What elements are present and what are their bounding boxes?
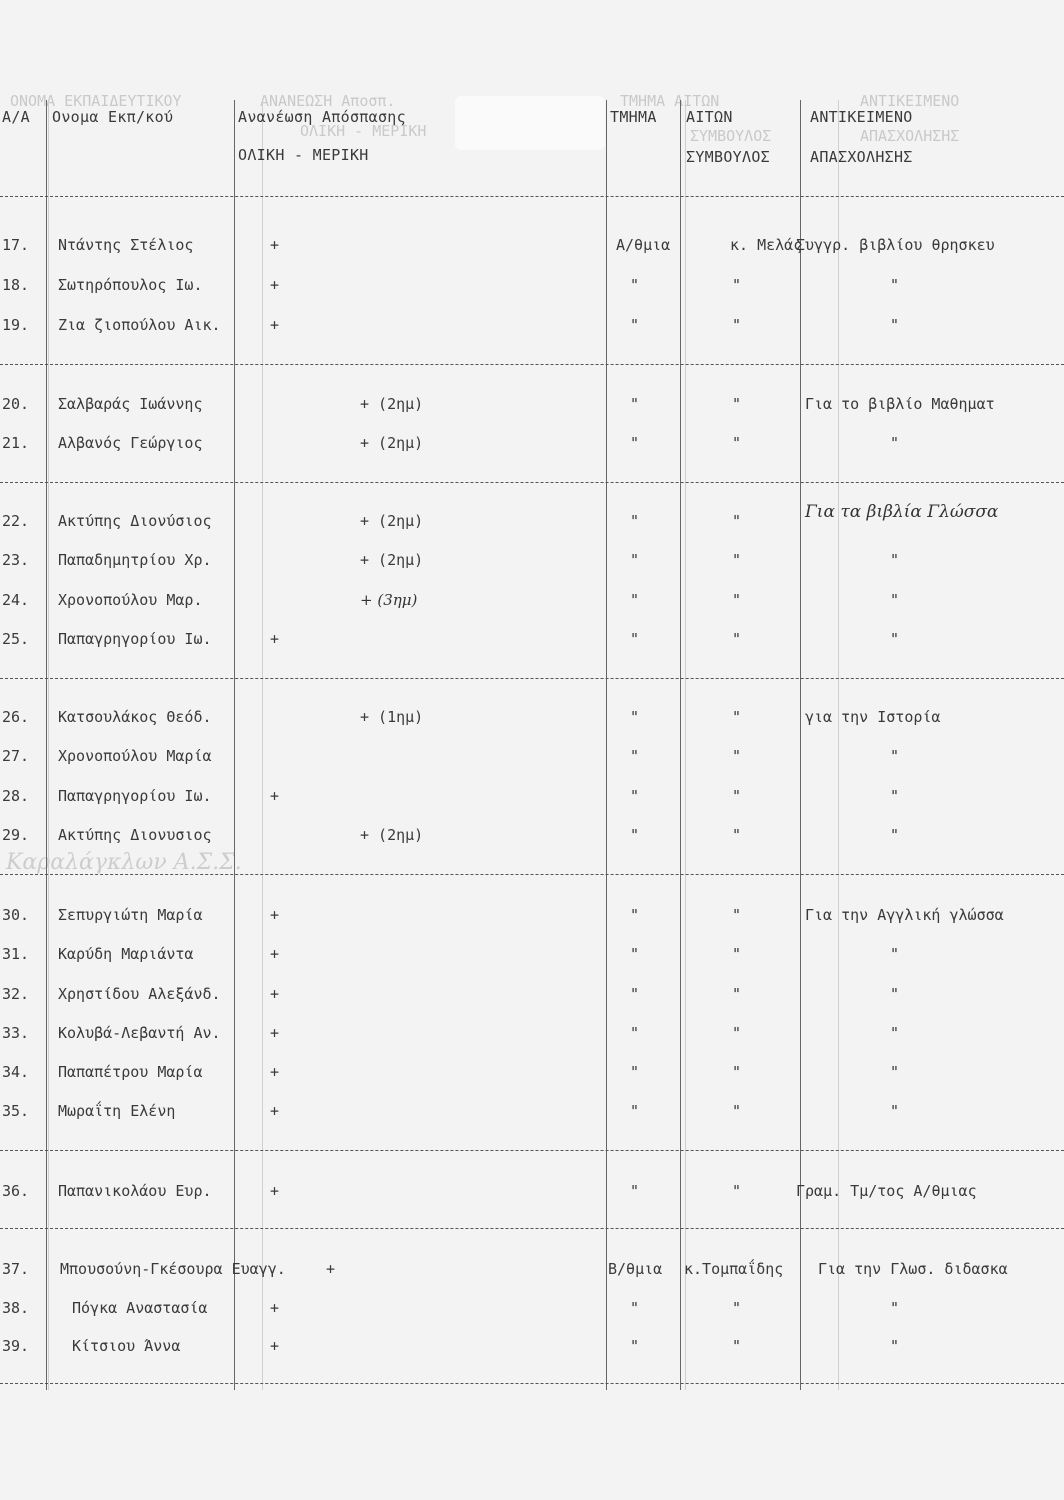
row-number: 30. bbox=[2, 906, 30, 924]
full-renewal-mark: + bbox=[270, 945, 280, 963]
bleed-through-text: ΑΝΤΙΚΕΙΜΕΝΟ bbox=[860, 92, 960, 110]
department: " bbox=[630, 551, 640, 569]
table-row bbox=[0, 434, 1064, 458]
row-number: 31. bbox=[2, 945, 30, 963]
employment-subject: " bbox=[890, 747, 900, 765]
full-renewal-mark: + bbox=[270, 906, 280, 924]
teacher-name: Σεπυργιώτη Μαρία bbox=[58, 906, 203, 924]
bleed-through-text: ΟΛΙΚΗ - ΜΕΡΙΚΗ bbox=[300, 122, 427, 140]
department: " bbox=[630, 1024, 640, 1042]
department: " bbox=[630, 826, 640, 844]
table-row bbox=[0, 591, 1064, 615]
full-renewal-mark: + bbox=[270, 1102, 280, 1120]
table-row bbox=[0, 1024, 1064, 1048]
advisor: " bbox=[732, 906, 742, 924]
advisor: " bbox=[732, 747, 742, 765]
dashed-separator bbox=[0, 874, 1064, 875]
row-number: 38. bbox=[2, 1299, 30, 1317]
teacher-name: Κίτσιου Άννα bbox=[72, 1337, 181, 1355]
advisor: " bbox=[732, 985, 742, 1003]
full-renewal-mark: + bbox=[270, 1337, 280, 1355]
partial-renewal-mark: + (2ημ) bbox=[360, 512, 424, 530]
teacher-name: Αλβανός Γεώργιος bbox=[58, 434, 203, 452]
table-row bbox=[0, 787, 1064, 811]
bleed-through-text: ΟΝΟΜΑ ΕΚΠΑΙΔΕΥΤΙΚΟΥ bbox=[10, 92, 182, 110]
employment-subject: " bbox=[890, 591, 900, 609]
employment-subject: Για το βιβλίο Μαθηματ bbox=[805, 395, 995, 413]
header-aa: Α/Α bbox=[2, 108, 30, 126]
row-number: 34. bbox=[2, 1063, 30, 1081]
department: " bbox=[630, 630, 640, 648]
employment-subject: για την Ιστορία bbox=[805, 708, 941, 726]
partial-renewal-mark: + (2ημ) bbox=[360, 826, 424, 844]
row-number: 22. bbox=[2, 512, 30, 530]
advisor: " bbox=[732, 1024, 742, 1042]
dashed-separator bbox=[0, 196, 1064, 197]
row-number: 35. bbox=[2, 1102, 30, 1120]
table-row bbox=[0, 747, 1064, 771]
full-renewal-mark: + bbox=[270, 1024, 280, 1042]
teacher-name: Σαλβαράς Ιωάννης bbox=[58, 395, 203, 413]
department: " bbox=[630, 787, 640, 805]
department: " bbox=[630, 276, 640, 294]
full-renewal-mark: + bbox=[270, 276, 280, 294]
advisor: " bbox=[732, 708, 742, 726]
full-renewal-mark: + bbox=[270, 630, 280, 648]
advisor: " bbox=[732, 395, 742, 413]
advisor: " bbox=[732, 826, 742, 844]
teacher-name: Καρύδη Μαριάντα bbox=[58, 945, 194, 963]
department: " bbox=[630, 434, 640, 452]
department: Α/θμια bbox=[616, 236, 671, 254]
row-number: 19. bbox=[2, 316, 30, 334]
dashed-separator bbox=[0, 678, 1064, 679]
employment-subject: " bbox=[890, 316, 900, 334]
full-renewal-mark: + bbox=[270, 1182, 280, 1200]
dashed-separator bbox=[0, 364, 1064, 365]
advisor: " bbox=[732, 1063, 742, 1081]
employment-subject: " bbox=[890, 630, 900, 648]
department: " bbox=[630, 591, 640, 609]
partial-renewal-mark: + (2ημ) bbox=[360, 395, 424, 413]
partial-renewal-mark: + (1ημ) bbox=[360, 708, 424, 726]
correction-smudge bbox=[455, 96, 605, 150]
full-renewal-mark: + bbox=[270, 1063, 280, 1081]
header-advisor: ΑΙΤΩΝ bbox=[686, 108, 733, 126]
bleed-through-handwriting: Καραλάγκλων Α.Σ.Σ. bbox=[6, 850, 242, 875]
header-object-sub: ΑΠΑΣΧΟΛΗΣΗΣ bbox=[810, 148, 913, 166]
department: " bbox=[630, 395, 640, 413]
department: " bbox=[630, 1182, 640, 1200]
employment-subject: " bbox=[890, 1299, 900, 1317]
teacher-name: Παπανικολάου Ευρ. bbox=[58, 1182, 212, 1200]
department: " bbox=[630, 985, 640, 1003]
table-row bbox=[0, 708, 1064, 732]
full-renewal-mark: + bbox=[270, 985, 280, 1003]
advisor: " bbox=[732, 276, 742, 294]
teacher-name: Χρηστίδου Αλεξάνδ. bbox=[58, 985, 221, 1003]
dashed-separator bbox=[0, 1228, 1064, 1229]
full-renewal-mark: + bbox=[270, 316, 280, 334]
department: " bbox=[630, 1299, 640, 1317]
teacher-name: Ζια ζιοπούλου Αικ. bbox=[58, 316, 221, 334]
table-row bbox=[0, 1337, 1064, 1361]
table-row bbox=[0, 395, 1064, 419]
employment-subject: Συγγρ. βιβλίου θρησκευ bbox=[796, 236, 995, 254]
row-number: 24. bbox=[2, 591, 30, 609]
table-row bbox=[0, 945, 1064, 969]
department: Β/θμια bbox=[608, 1260, 663, 1278]
header-advisor-sub: ΣΥΜΒΟΥΛΟΣ bbox=[686, 148, 770, 166]
employment-subject: " bbox=[890, 434, 900, 452]
row-number: 33. bbox=[2, 1024, 30, 1042]
partial-renewal-mark: + (2ημ) bbox=[360, 551, 424, 569]
department: " bbox=[630, 708, 640, 726]
header-renewal-sub: ΟΛΙΚΗ - ΜΕΡΙΚΗ bbox=[238, 146, 369, 164]
employment-subject: " bbox=[890, 985, 900, 1003]
advisor: κ.Τομπαΐδης bbox=[684, 1260, 784, 1278]
employment-subject: " bbox=[890, 1337, 900, 1355]
advisor: " bbox=[732, 591, 742, 609]
header-renewal: Ανανέωση Απόσπασης bbox=[238, 108, 406, 126]
header-name: Ονομα Εκπ/κού bbox=[52, 108, 174, 126]
department: " bbox=[630, 906, 640, 924]
department: " bbox=[630, 1102, 640, 1120]
row-number: 32. bbox=[2, 985, 30, 1003]
row-number: 21. bbox=[2, 434, 30, 452]
advisor: " bbox=[732, 1299, 742, 1317]
row-number: 39. bbox=[2, 1337, 30, 1355]
table-row bbox=[0, 1299, 1064, 1323]
teacher-name: Κατσουλάκος Θεόδ. bbox=[58, 708, 212, 726]
advisor: " bbox=[732, 551, 742, 569]
full-renewal-mark: + bbox=[270, 1299, 280, 1317]
department: " bbox=[630, 512, 640, 530]
employment-subject: " bbox=[890, 551, 900, 569]
row-number: 28. bbox=[2, 787, 30, 805]
teacher-name: Κολυβά-Λεβαντή Αν. bbox=[58, 1024, 221, 1042]
employment-subject: Για την Αγγλική γλώσσα bbox=[805, 906, 1004, 924]
employment-subject: " bbox=[890, 945, 900, 963]
teacher-name: Ακτύπης Διονυσιος bbox=[58, 826, 212, 844]
employment-subject: " bbox=[890, 826, 900, 844]
advisor: " bbox=[732, 512, 742, 530]
row-number: 23. bbox=[2, 551, 30, 569]
advisor: " bbox=[732, 1102, 742, 1120]
table-row bbox=[0, 906, 1064, 930]
table-row bbox=[0, 985, 1064, 1009]
full-renewal-mark: + bbox=[326, 1260, 336, 1278]
table-row bbox=[0, 630, 1064, 654]
department: " bbox=[630, 945, 640, 963]
advisor: " bbox=[732, 316, 742, 334]
table-row bbox=[0, 1102, 1064, 1126]
teacher-name: Χρονοπούλου Μαρία bbox=[58, 747, 212, 765]
row-number: 37. bbox=[2, 1260, 30, 1278]
row-number: 27. bbox=[2, 747, 30, 765]
header-object: ΑΝΤΙΚΕΙΜΕΝΟ bbox=[810, 108, 913, 126]
table-row bbox=[0, 551, 1064, 575]
teacher-name: Πόγκα Αναστασία bbox=[72, 1299, 208, 1317]
teacher-name: Μωραΐτη Ελένη bbox=[58, 1102, 176, 1120]
dashed-separator bbox=[0, 482, 1064, 483]
teacher-name: Παπαδημητρίου Χρ. bbox=[58, 551, 212, 569]
teacher-name: Σωτηρόπουλος Ιω. bbox=[58, 276, 203, 294]
bleed-through-text: ΑΠΑΣΧΟΛΗΣΗΣ bbox=[860, 127, 960, 145]
bleed-through-text: ΣΥΜΒΟΥΛΟΣ bbox=[690, 127, 772, 145]
employment-subject: Γραμ. Τμ/τος Α/θμιας bbox=[796, 1182, 977, 1200]
partial-renewal-mark: + (2ημ) bbox=[360, 434, 424, 452]
partial-renewal-mark: + (3ημ) bbox=[360, 591, 418, 609]
employment-subject: " bbox=[890, 1063, 900, 1081]
dashed-separator bbox=[0, 1383, 1064, 1384]
employment-subject: Για την Γλωσ. διδασκα bbox=[818, 1260, 1008, 1278]
table-row bbox=[0, 1260, 1064, 1284]
full-renewal-mark: + bbox=[270, 236, 280, 254]
dashed-separator bbox=[0, 1150, 1064, 1151]
bleed-through-text: ΤΜΗΜΑ ΑΙΤΩΝ bbox=[620, 92, 720, 110]
table-row bbox=[0, 1063, 1064, 1087]
department: " bbox=[630, 316, 640, 334]
teacher-name: Παπαγρηγορίου Ιω. bbox=[58, 787, 212, 805]
table-row bbox=[0, 502, 1064, 536]
table-row bbox=[0, 1182, 1064, 1206]
teacher-name: Παπαγρηγορίου Ιω. bbox=[58, 630, 212, 648]
advisor: " bbox=[732, 1182, 742, 1200]
advisor: " bbox=[732, 945, 742, 963]
teacher-name: Μπουσούνη-Γκέσουρα Ευαγγ. bbox=[60, 1260, 286, 1278]
teacher-name: Ντάντης Στέλιος bbox=[58, 236, 194, 254]
teacher-name: Παπαπέτρου Μαρία bbox=[58, 1063, 203, 1081]
row-number: 29. bbox=[2, 826, 30, 844]
teacher-name: Χρονοπούλου Μαρ. bbox=[58, 591, 203, 609]
department: " bbox=[630, 747, 640, 765]
advisor: " bbox=[732, 1337, 742, 1355]
full-renewal-mark: + bbox=[270, 787, 280, 805]
advisor: " bbox=[732, 434, 742, 452]
row-number: 17. bbox=[2, 236, 30, 254]
row-number: 25. bbox=[2, 630, 30, 648]
table-row bbox=[0, 236, 1064, 260]
row-number: 26. bbox=[2, 708, 30, 726]
department: " bbox=[630, 1337, 640, 1355]
employment-subject: " bbox=[890, 1024, 900, 1042]
employment-subject: " bbox=[890, 1102, 900, 1120]
advisor: " bbox=[732, 787, 742, 805]
advisor: κ. Μελάς bbox=[730, 236, 803, 254]
table-row bbox=[0, 826, 1064, 850]
row-number: 36. bbox=[2, 1182, 30, 1200]
employment-subject: Για τα βιβλία Γλώσσα bbox=[805, 502, 999, 522]
teacher-name: Ακτύπης Διονύσιος bbox=[58, 512, 212, 530]
row-number: 18. bbox=[2, 276, 30, 294]
table-row bbox=[0, 316, 1064, 340]
employment-subject: " bbox=[890, 276, 900, 294]
department: " bbox=[630, 1063, 640, 1081]
table-row bbox=[0, 276, 1064, 300]
header-dept: ΤΜΗΜΑ bbox=[610, 108, 657, 126]
employment-subject: " bbox=[890, 787, 900, 805]
advisor: " bbox=[732, 630, 742, 648]
row-number: 20. bbox=[2, 395, 30, 413]
bleed-through-text: ΑΝΑΝΕΩΣΗ Αποσπ. bbox=[260, 92, 396, 110]
